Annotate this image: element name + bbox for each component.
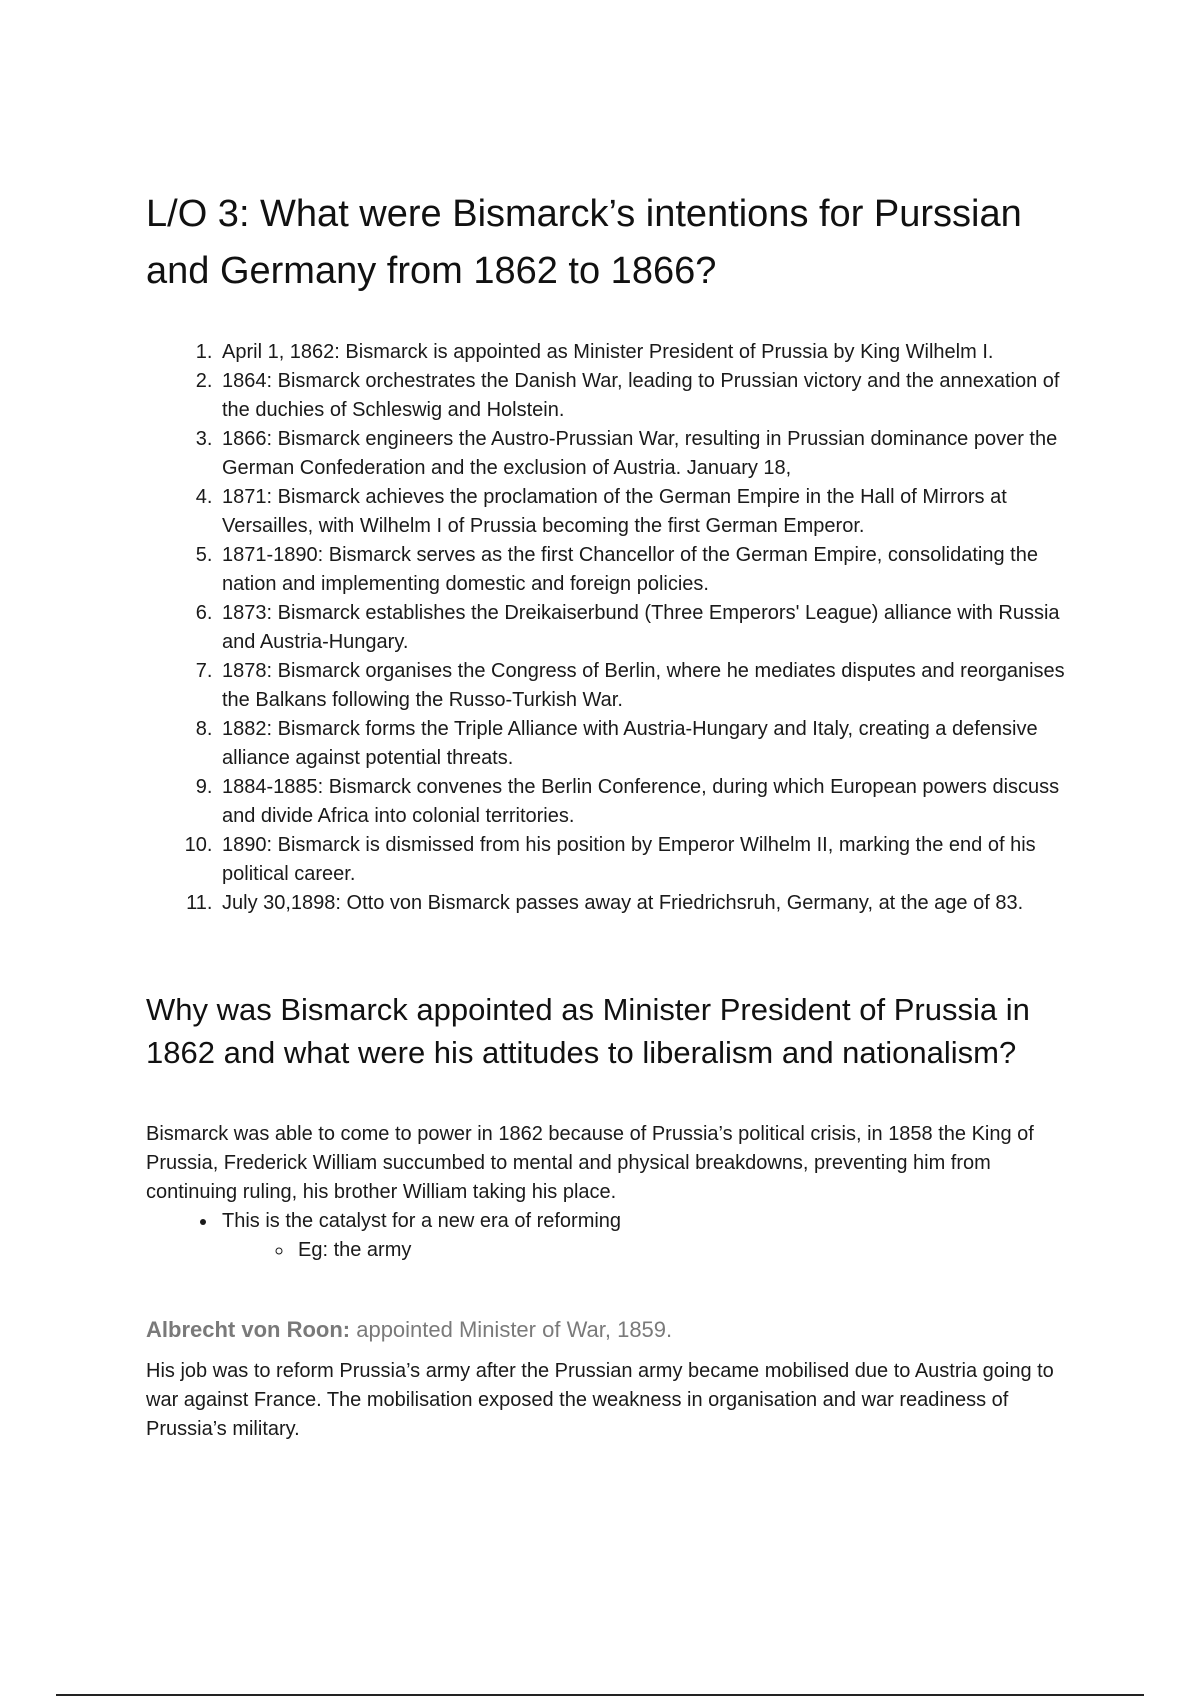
timeline-item: 6. 1873: Bismarck establishes the Dreikaiserbund (Three Emperors' League) alliance with Russia and Austria-Hungary.	[218, 599, 1066, 657]
timeline-item: 3. 1866: Bismarck engineers the Austro-Prussian War, resulting in Prussian dominance pover the German Confederation and the exclusion of Austria. January 18,	[218, 425, 1066, 483]
document-body	[146, 186, 1066, 1444]
roon-name: Albrecht von Roon:	[146, 1317, 351, 1342]
timeline-item: 2. 1864: Bismarck orchestrates the Danish War, leading to Prussian victory and the annexation of the duchies of Schleswig and Holstein.	[218, 367, 1066, 425]
timeline-item: 7. 1878: Bismarck organises the Congress of Berlin, where he mediates disputes and reorganises the Balkans following the Russo-Turkish War.	[218, 657, 1066, 715]
timeline-item: 1. April 1, 1862: Bismarck is appointed as Minister President of Prussia by King Wilhelm I.	[218, 338, 1066, 367]
bullet-item	[218, 1207, 1066, 1265]
timeline-item: 4. 1871: Bismarck achieves the proclamation of the German Empire in the Hall of Mirrors at Versailles, with Wilhelm I of Prussia becoming the first German Emperor.	[218, 483, 1066, 541]
timeline-item: 11. July 30,1898: Otto von Bismarck passes away at Friedrichsruh, Germany, at the age of 83.	[218, 889, 1066, 918]
timeline-item: 5. 1871-1890: Bismarck serves as the first Chancellor of the German Empire, consolidating the nation and implementing domestic and foreign policies.	[218, 541, 1066, 599]
page-title: L/O 3: What were Bismarck’s intentions for Purssian and Germany from 1862 to 1866?	[146, 193, 1022, 292]
sub-bullet-list	[222, 1236, 1066, 1265]
timeline-item: 10. 1890: Bismarck is dismissed from his position by Emperor Wilhelm II, marking the end of his political career.	[218, 831, 1066, 889]
bullet-text: This is the catalyst for a new era of reforming	[222, 1210, 622, 1232]
timeline-item: 8. 1882: Bismarck forms the Triple Alliance with Austria-Hungary and Italy, creating a defensive alliance against potential threats.	[218, 715, 1066, 773]
sub-bullet-item: ◦ Eg: the army	[294, 1236, 1066, 1265]
bullet-list	[146, 1207, 1066, 1265]
paragraph-political-crisis: Bismarck was able to come to power in 1862 because of Prussia’s political crisis, in 1858 the King of Prussia, Frederick William succumbed to mental and physical breakdowns, preventing him from continuing ruling, his brother William taking his place.	[146, 1123, 1034, 1203]
paragraph-roon: His job was to reform Prussia’s army after the Prussian army became mobilised due to Austria going to war against France. The mobilisation exposed the weakness in organisation and war readiness of Prussia’s military.	[146, 1360, 1054, 1440]
page-bottom-divider	[56, 1694, 1144, 1696]
timeline-list	[146, 338, 1066, 918]
section-heading-roon	[146, 1315, 1066, 1345]
section-heading-appointment: Why was Bismarck appointed as Minister President of Prussia in 1862 and what were his attitudes to liberalism and nationalism?	[146, 992, 1030, 1070]
roon-role: appointed Minister of War, 1859.	[350, 1317, 673, 1342]
timeline-item: 9. 1884-1885: Bismarck convenes the Berlin Conference, during which European powers discuss and divide Africa into colonial territories.	[218, 773, 1066, 831]
